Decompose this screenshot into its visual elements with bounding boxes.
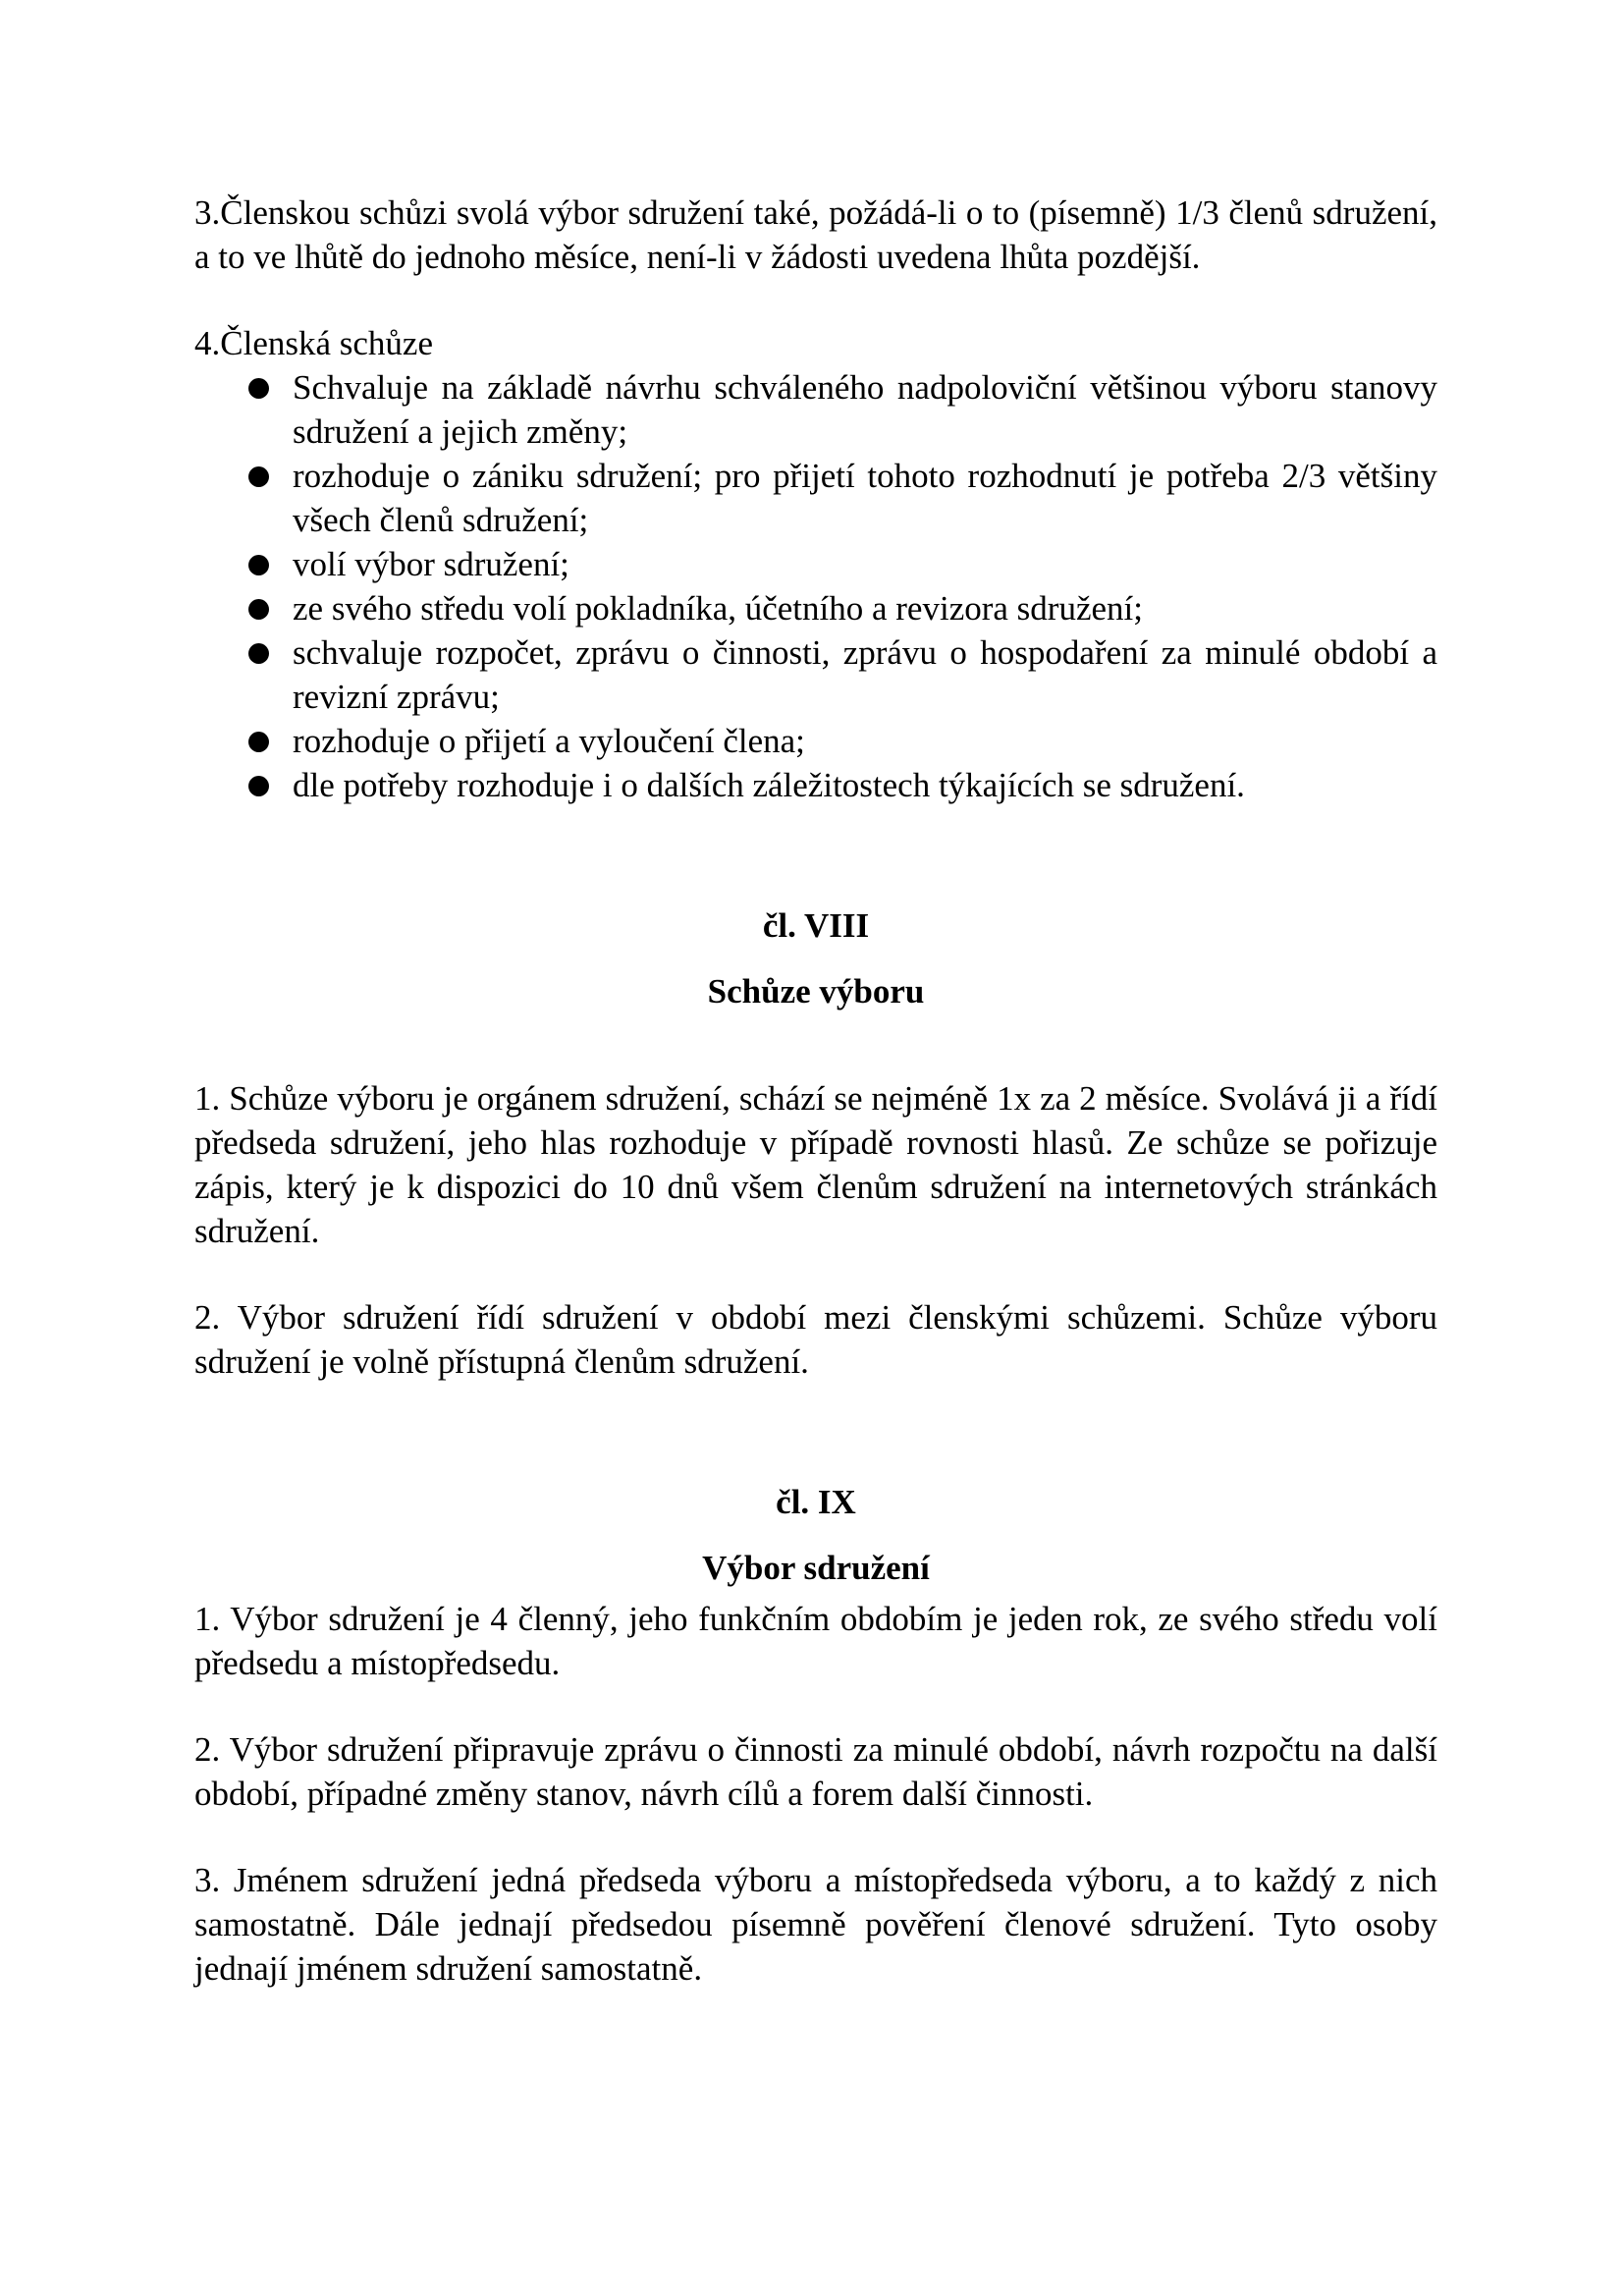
bullet-dot-icon bbox=[248, 732, 269, 752]
spacer bbox=[194, 1384, 1437, 1480]
document-page bbox=[194, 191, 1437, 1991]
article-8-number: čl. VIII bbox=[762, 906, 870, 945]
list-item: volí výbor sdružení; bbox=[194, 542, 1437, 586]
article-8-paragraph-1: 1. Schůze výboru je orgánem sdružení, schází se nejméně 1x za 2 měsíce. Svolává ji a řídí předseda sdružení, jeho hlas rozhoduje v případě rovnosti hlasů. Ze schůze se pořizuje zápis, který je k dispozici do 10 dnů všem členům sdružení na internetových stránkách sdružení. bbox=[194, 1079, 1437, 1250]
bullet-dot-icon bbox=[248, 599, 269, 620]
bullet-dot-icon bbox=[248, 643, 269, 664]
bullet-dot-icon bbox=[248, 776, 269, 796]
member-meeting-duties-list bbox=[194, 365, 1437, 807]
bullet-dot-icon bbox=[248, 555, 269, 575]
article-9-paragraph-2: 2. Výbor sdružení připravuje zprávu o činnosti za minulé období, návrh rozpočtu na další období, případné změny stanov, návrh cílů a forem další činnosti. bbox=[194, 1730, 1437, 1813]
paragraph-3-member-meeting: 3.Členskou schůzi svolá výbor sdružení také, požádá-li o to (písemně) 1/3 členů sdružení, a to ve lhůtě do jednoho měsíce, není-li v žádosti uvedena lhůta pozdější. bbox=[194, 193, 1437, 276]
list-item: Schvaluje na základě návrhu schváleného nadpoloviční většinou výboru stanovy sdružení a jejich změny; bbox=[194, 365, 1437, 454]
article-8-title: Schůze výboru bbox=[707, 972, 925, 1011]
article-9-number: čl. IX bbox=[776, 1483, 856, 1521]
article-9-title: Výbor sdružení bbox=[702, 1549, 930, 1587]
bullet-dot-icon bbox=[248, 466, 269, 487]
list-item: dle potřeby rozhoduje i o dalších záležitostech týkajících se sdružení. bbox=[194, 763, 1437, 807]
bullet-dot-icon bbox=[248, 378, 269, 399]
article-9-paragraph-3: 3. Jménem sdružení jedná předseda výboru a místopředseda výboru, a to každý z nich samostatně. Dále jednají předsedou písemně pověření členové sdružení. Tyto osoby jednají jménem sdružení samostatně. bbox=[194, 1861, 1437, 1988]
list-item: rozhoduje o přijetí a vyloučení člena; bbox=[194, 719, 1437, 763]
list-item: schvaluje rozpočet, zprávu o činnosti, zprávu o hospodaření za minulé období a revizní zprávu; bbox=[194, 630, 1437, 719]
list-item: ze svého středu volí pokladníka, účetního a revizora sdružení; bbox=[194, 586, 1437, 630]
article-9-paragraph-1: 1. Výbor sdružení je 4 členný, jeho funkčním obdobím je jeden rok, ze svého středu volí předsedu a místopředsedu. bbox=[194, 1600, 1437, 1682]
paragraph-4-heading: 4.Členská schůze bbox=[194, 324, 433, 362]
article-8-paragraph-2: 2. Výbor sdružení řídí sdružení v období mezi členskými schůzemi. Schůze výboru sdružení je volně přístupná členům sdružení. bbox=[194, 1298, 1437, 1381]
list-item: rozhoduje o zániku sdružení; pro přijetí tohoto rozhodnutí je potřeba 2/3 většiny všech členů sdružení; bbox=[194, 454, 1437, 542]
spacer bbox=[194, 807, 1437, 903]
